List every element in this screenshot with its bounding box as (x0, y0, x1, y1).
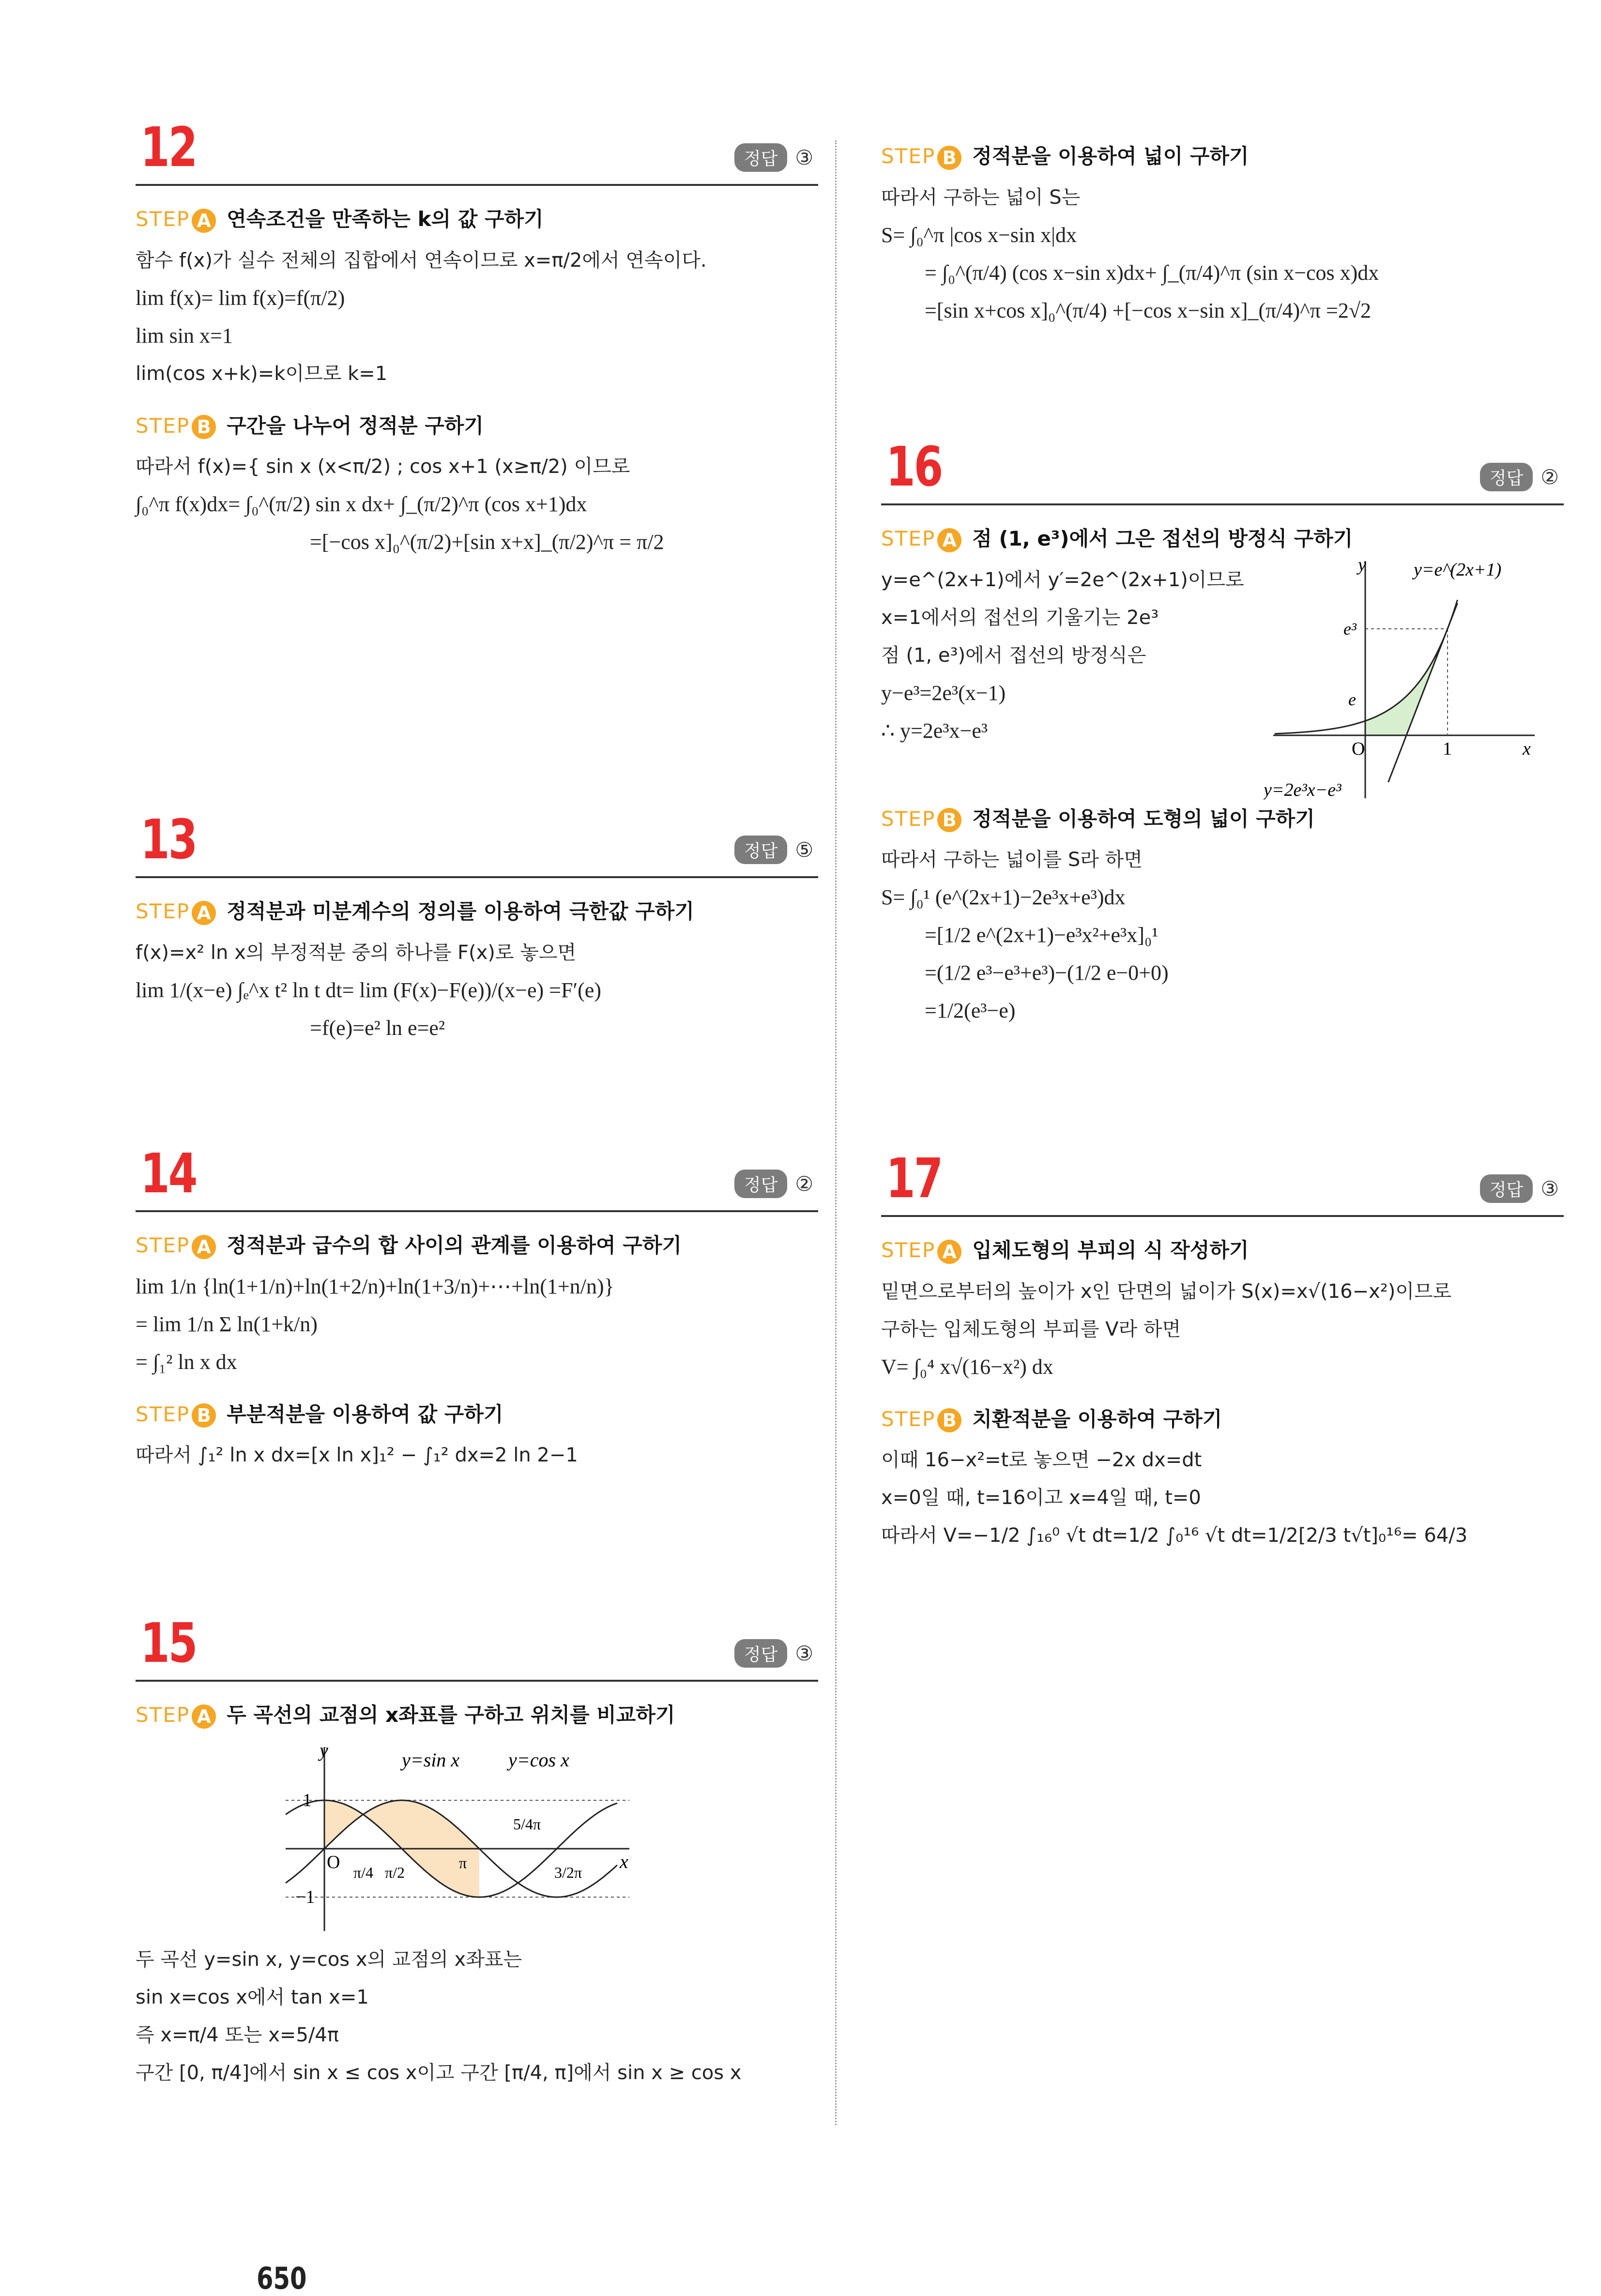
math-line: 구간 [0, π/4]에서 sin x ≤ cos x이고 구간 [π/4, π]에서 sin x ≥ cos x (136, 2061, 742, 2084)
step-a (136, 1699, 818, 1729)
sin-cos-graph (281, 1737, 649, 1941)
step-letter: A (192, 1235, 216, 1259)
problem-number: 17 (886, 1147, 942, 1210)
math-line: =[sin x+cos x]₀^(π/4) +[−cos x−sin x]_(π/4)^π =2√2 (925, 298, 1371, 322)
origin-label: O (1352, 738, 1365, 759)
step-label: STEP (136, 207, 190, 231)
step-b (136, 1399, 818, 1428)
problem-header (881, 1142, 1564, 1217)
y-axis-label: y (1358, 554, 1366, 575)
answer-tag: 정답 (1480, 1174, 1533, 1203)
math-line: V= ∫₀⁴ x√(16−x²) dx (881, 1354, 1053, 1379)
x-tick-3pi-2: 3/2π (554, 1863, 582, 1881)
answer-tag: 정답 (1480, 463, 1533, 491)
y-tick-minus-1: −1 (295, 1886, 315, 1907)
problem-16 (881, 431, 1564, 1030)
exp-tangent-graph (1264, 551, 1544, 803)
step-letter: B (192, 1403, 216, 1428)
problem-13 (136, 804, 818, 1047)
step-a (136, 203, 818, 233)
x-tick-pi: π (459, 1854, 467, 1871)
answer-badge (734, 1170, 813, 1198)
step-letter: B (937, 1408, 961, 1432)
math-line: lim sin x=1 (136, 323, 233, 348)
problem-header (136, 111, 818, 186)
y-axis-label: y (320, 1739, 328, 1761)
origin-label: O (327, 1852, 340, 1872)
math-line: y−e³=2e³(x−1) (881, 681, 1006, 705)
math-line: 구하는 입체도형의 부피를 V라 하면 (881, 1318, 1181, 1340)
problem-header (136, 1607, 818, 1682)
step-label: STEP (881, 527, 936, 550)
step-label: STEP (881, 1238, 936, 1262)
answer-value: ③ (1540, 1177, 1559, 1201)
math-line: 점 (1, e³)에서 접선의 방정식은 (881, 644, 1146, 667)
problem-number: 13 (140, 808, 197, 871)
problem-header (136, 804, 818, 878)
math-line: ∫₀^π f(x)dx= ∫₀^(π/2) sin x dx+ ∫_(π/2)^π (cos x+1)dx (136, 492, 587, 516)
math-line: 따라서 V=−1/2 ∫₁₆⁰ √t dt=1/2 ∫₀¹⁶ √t dt=1/2[2/3 t√t]₀¹⁶= 64/3 (881, 1524, 1468, 1547)
cos-curve-label: y=cos x (508, 1749, 569, 1771)
step-title: 정적분과 미분계수의 정의를 이용하여 극한값 구하기 (227, 899, 694, 923)
answer-tag: 정답 (734, 143, 788, 172)
math-line: =1/2(e³−e) (925, 999, 1016, 1022)
step-label: STEP (136, 1703, 190, 1727)
step-a (881, 523, 1564, 552)
step-title: 정적분을 이용하여 넓이 구하기 (972, 144, 1249, 168)
math-line: 따라서 f(x)={ sin x (x<π/2) ; cos x+1 (x≥π/2) 이므로 (136, 456, 630, 478)
sin-curve-label: y=sin x (402, 1749, 460, 1771)
step-letter: A (192, 1704, 216, 1729)
step-b (136, 410, 818, 440)
x-axis-label: x (1523, 738, 1531, 759)
math-line: = ∫₁² ln x dx (136, 1350, 237, 1374)
step-label: STEP (881, 1407, 936, 1431)
exp-curve (1275, 600, 1457, 733)
x-axis-label: x (620, 1850, 628, 1872)
y-tick-e3: e³ (1343, 619, 1357, 639)
step-title: 두 곡선의 교점의 x좌표를 구하고 위치를 비교하기 (227, 1703, 675, 1727)
x-tick-pi-2: π/2 (385, 1863, 405, 1881)
answer-value: ② (795, 1172, 813, 1196)
step-title: 정적분을 이용하여 도형의 넓이 구하기 (972, 806, 1315, 831)
math-line: lim 1/n {ln(1+1/n)+ln(1+2/n)+ln(1+3/n)+⋯+ln(1+n/n)} (136, 1274, 614, 1298)
problem-14 (136, 1138, 818, 1474)
curve-label: y=e^(2x+1) (1414, 559, 1502, 580)
answer-badge (734, 1639, 813, 1668)
step-label: STEP (881, 806, 936, 831)
shaded-region-left (324, 1800, 363, 1849)
intersection-label: 5/4π (513, 1815, 541, 1833)
math-line: 밑면으로부터의 높이가 x인 단면의 넓이가 S(x)=x√(16−x²)이므로 (881, 1280, 1452, 1303)
step-title: 연속조건을 만족하는 k의 값 구하기 (227, 207, 544, 231)
step-title: 점 (1, e³)에서 그은 접선의 방정식 구하기 (972, 527, 1353, 550)
answer-tag: 정답 (734, 1639, 788, 1668)
step-letter: B (937, 146, 961, 170)
step-b (881, 1403, 1564, 1433)
answer-tag: 정답 (734, 1170, 788, 1198)
math-line: =(1/2 e³−e³+e³)−(1/2 e−0+0) (925, 961, 1169, 985)
step-title: 구간을 나누어 정적분 구하기 (227, 413, 484, 438)
problem-number: 12 (140, 116, 197, 179)
step-label: STEP (136, 413, 190, 438)
answer-value: ② (1540, 465, 1559, 489)
x-tick-pi-4: π/4 (353, 1863, 374, 1881)
step-letter: B (192, 415, 216, 439)
math-line: lim f(x)= lim f(x)=f(π/2) (136, 286, 345, 310)
problem-number: 16 (886, 436, 942, 499)
y-tick-e: e (1348, 689, 1356, 709)
step-title: 부분적분을 이용하여 값 구하기 (227, 1402, 503, 1426)
math-line: = ∫₀^(π/4) (cos x−sin x)dx+ ∫_(π/4)^π (sin x−cos x)dx (925, 260, 1379, 285)
math-line: S= ∫₀^π |cos x−sin x|dx (881, 223, 1077, 247)
answer-value: ③ (795, 146, 813, 169)
problem-number: 14 (140, 1142, 197, 1205)
step-letter: A (937, 528, 961, 552)
x-tick-1: 1 (1443, 738, 1452, 759)
step-title: 입체도형의 부피의 식 작성하기 (972, 1238, 1249, 1262)
problem-12 (136, 111, 818, 561)
step-b (881, 803, 1564, 833)
step-letter: A (937, 1240, 961, 1264)
math-line: y=e^(2x+1)에서 y′=2e^(2x+1)이므로 (881, 568, 1244, 591)
math-line: 두 곡선 y=sin x, y=cos x의 교점의 x좌표는 (136, 1948, 522, 1971)
step-b (881, 140, 1564, 170)
math-line: 이때 16−x²=t로 놓으면 −2x dx=dt (881, 1449, 1202, 1471)
math-line: lim(cos x+k)=k이므로 k=1 (136, 362, 388, 385)
step-label: STEP (136, 1233, 190, 1257)
answer-value: ⑤ (795, 838, 813, 862)
step-a (136, 1230, 818, 1259)
step-label: STEP (136, 1402, 190, 1426)
answer-badge (1480, 1174, 1559, 1203)
math-line: 즉 x=π/4 또는 x=5/4π (136, 2023, 339, 2046)
problem-header (136, 1138, 818, 1212)
solution-line: 함수 f(x)가 실수 전체의 집합에서 연속이므로 x=π/2에서 연속이다. (136, 249, 707, 272)
column-divider (835, 140, 837, 2125)
math-line: lim 1/(x−e) ∫ₑ^x t² ln t dt= lim (F(x)−F(e))/(x−e) =F′(e) (136, 978, 601, 1002)
step-a (881, 1234, 1564, 1264)
math-line: S= ∫₀¹ (e^(2x+1)−2e³x+e³)dx (881, 885, 1126, 909)
step-letter: A (192, 209, 216, 233)
step-a (136, 896, 818, 925)
answer-value: ③ (795, 1642, 813, 1665)
step-title: 정적분과 급수의 합 사이의 관계를 이용하여 구하기 (227, 1233, 682, 1257)
problem-17 (881, 1142, 1564, 1554)
step-letter: B (937, 808, 961, 832)
math-line: ∴ y=2e³x−e³ (881, 718, 988, 743)
math-line: =f(e)=e² ln e=e² (310, 1016, 445, 1040)
math-line: 따라서 ∫₁² ln x dx=[x ln x]₁² − ∫₁² dx=2 ln 2−1 (136, 1444, 578, 1466)
answer-badge (734, 836, 813, 864)
tangent-label: y=2e³x−e³ (1264, 779, 1342, 800)
math-line: x=0일 때, t=16이고 x=4일 때, t=0 (881, 1487, 1201, 1509)
math-line: sin x=cos x에서 tan x=1 (136, 1986, 369, 2008)
step-letter: A (192, 901, 216, 925)
problem-15-continued (881, 111, 1564, 330)
math-line: 따라서 구하는 넓이를 S라 하면 (881, 849, 1143, 871)
problem-number: 15 (140, 1612, 197, 1675)
math-line: =[−cos x]₀^(π/2)+[sin x+x]_(π/2)^π = π/2 (310, 530, 664, 554)
math-line: =[1/2 e^(2x+1)−e³x²+e³x]₀¹ (925, 923, 1159, 947)
step-title: 치환적분을 이용하여 구하기 (972, 1407, 1222, 1431)
problem-header (881, 431, 1564, 505)
step-label: STEP (881, 144, 936, 168)
math-line: 따라서 구하는 넓이 S는 (881, 186, 1081, 209)
answer-badge (1480, 463, 1559, 491)
answer-badge (734, 143, 813, 172)
step-label: STEP (136, 899, 190, 923)
page-number: 650 (257, 2261, 307, 2296)
answer-tag: 정답 (734, 836, 788, 864)
math-line: f(x)=x² ln x의 부정적분 중의 하나를 F(x)로 놓으면 (136, 941, 577, 964)
problem-15 (136, 1607, 818, 2092)
math-line: = lim 1/n Σ ln(1+k/n) (136, 1312, 318, 1336)
shaded-region (1365, 629, 1448, 735)
y-tick-1: 1 (303, 1790, 312, 1810)
math-line: x=1에서의 접선의 기울기는 2e³ (881, 606, 1159, 629)
